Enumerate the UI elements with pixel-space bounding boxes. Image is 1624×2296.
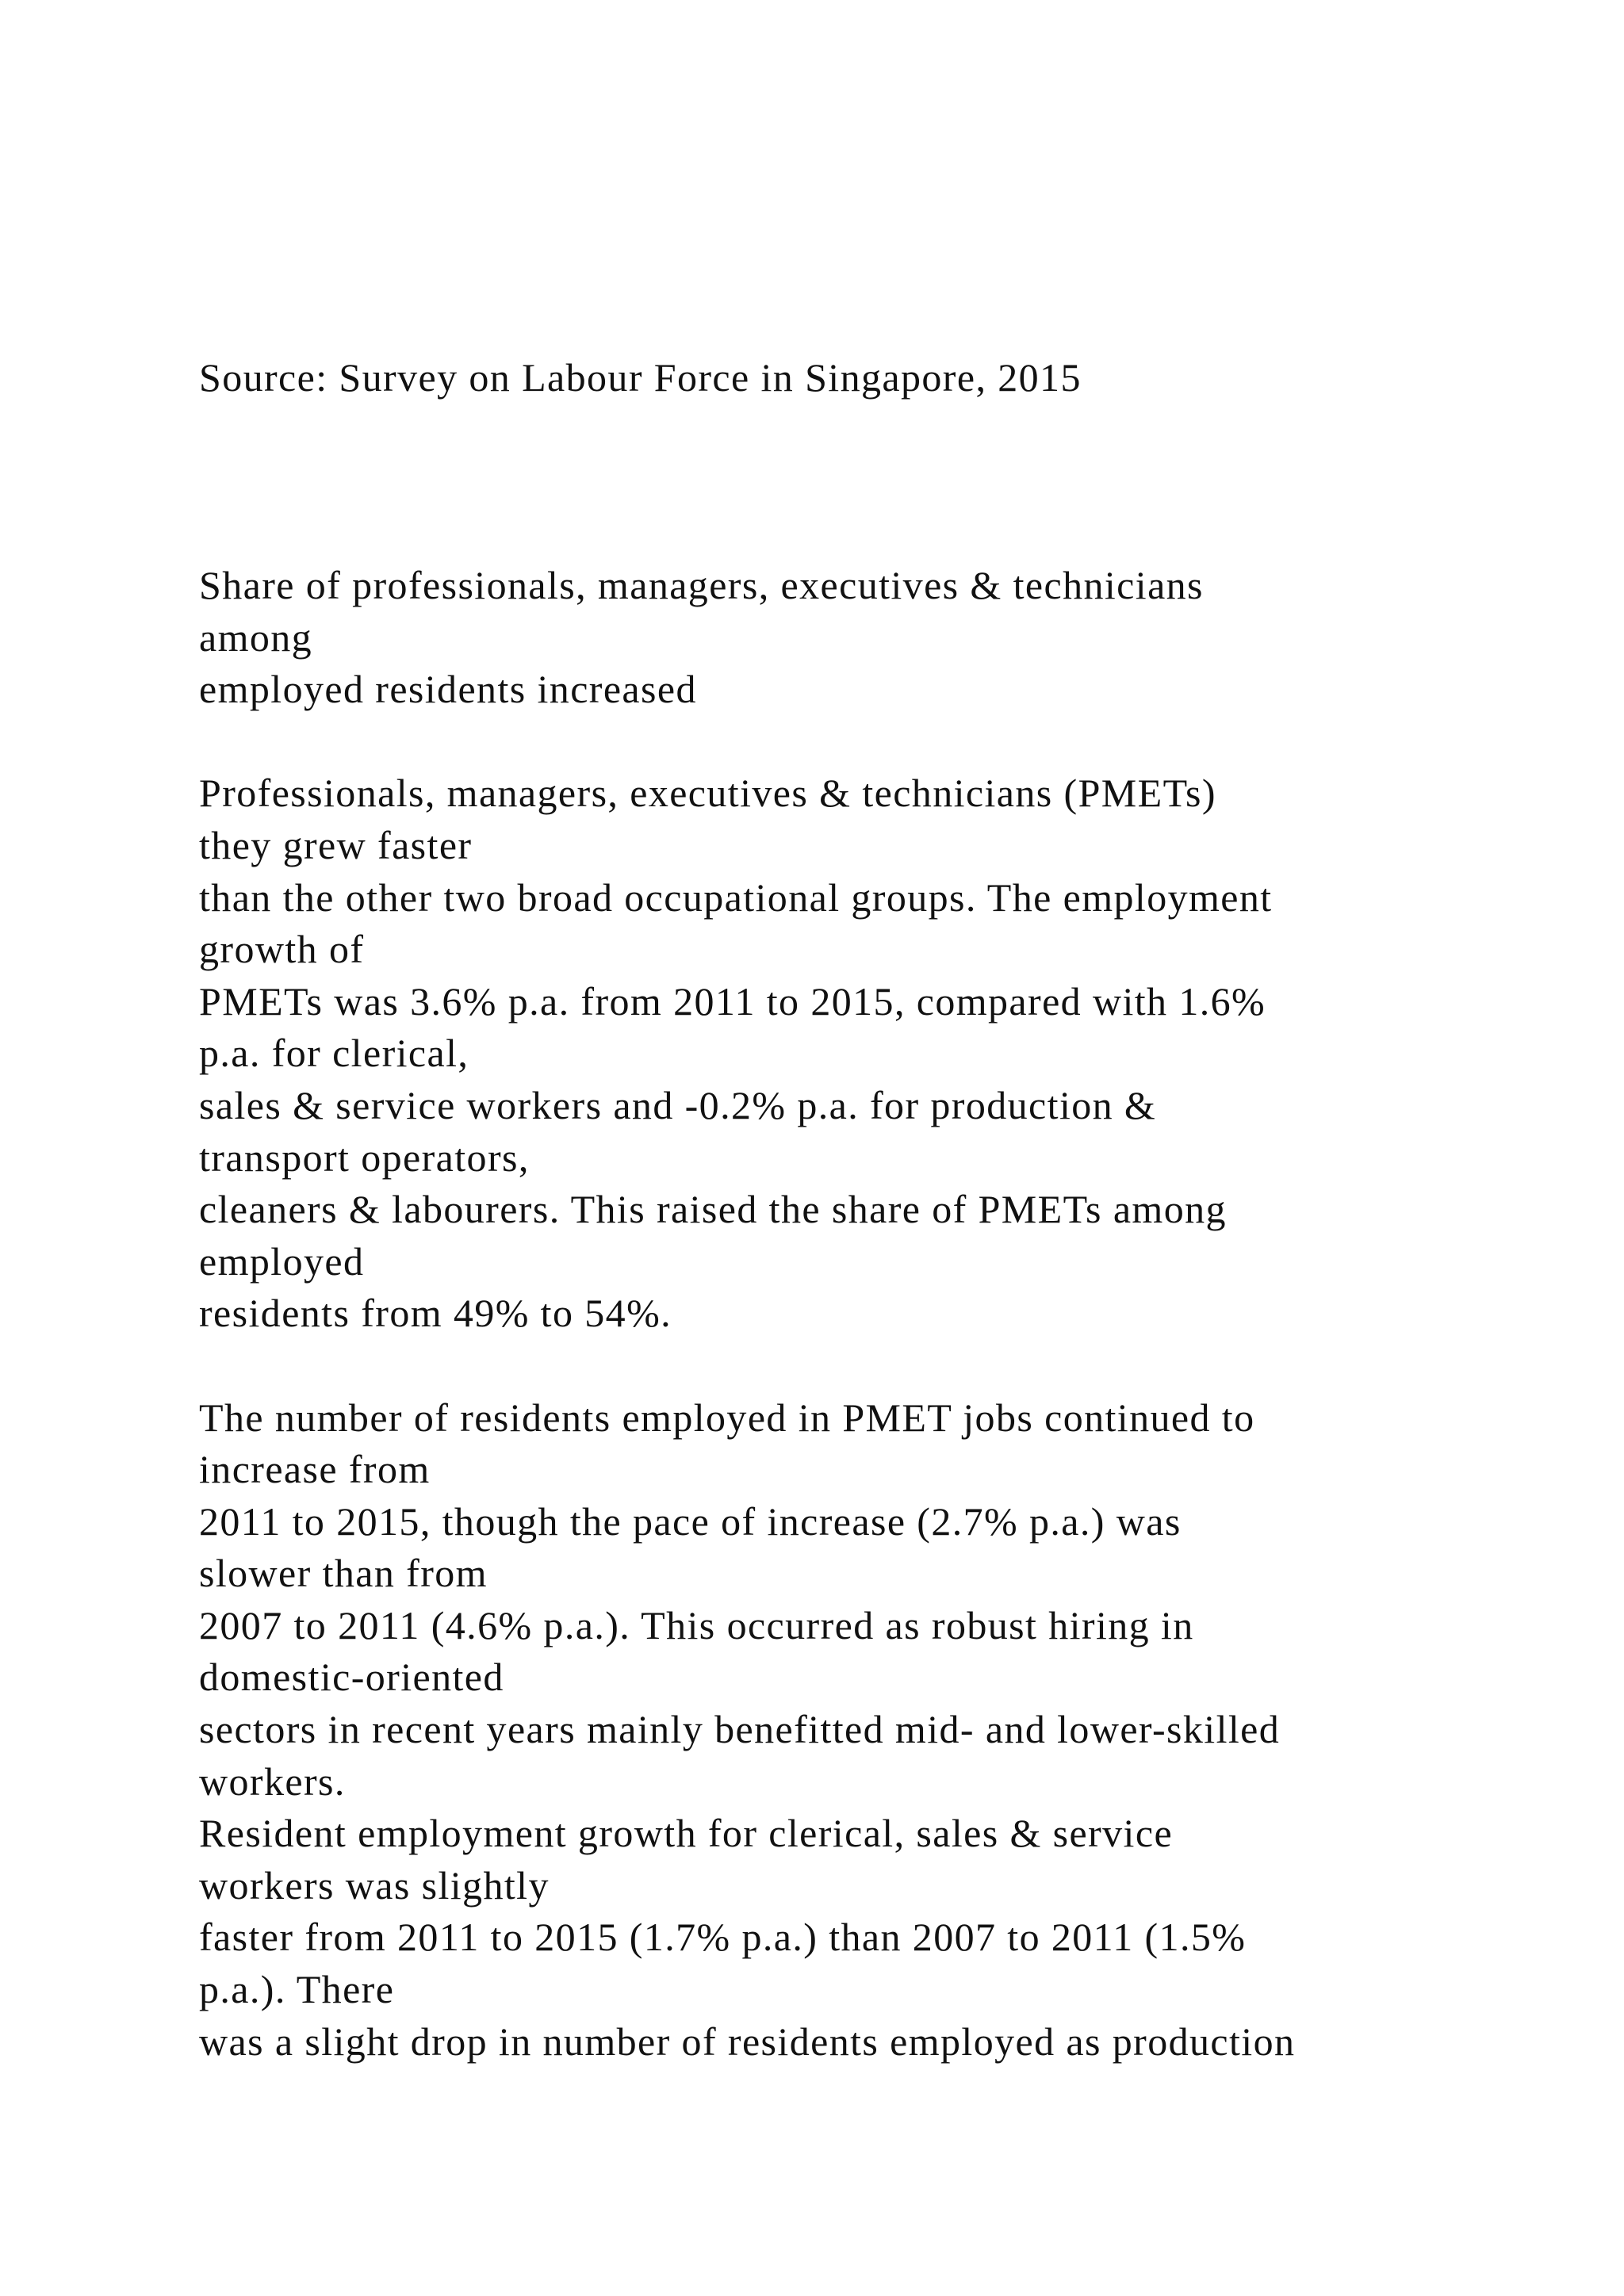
document-body — [199, 560, 1547, 2068]
text-line: 2007 to 2011 (4.6% p.a.). This occurred as robust hiring in — [199, 1602, 1194, 1647]
text-line: p.a. for clerical, — [199, 1031, 469, 1076]
text-line: was a slight drop in number of residents employed as production — [199, 2019, 1296, 2064]
text-line: residents from 49% to 54%. — [199, 1291, 672, 1336]
text-line: workers was slightly — [199, 1862, 550, 1908]
text-line: domestic-oriented — [199, 1655, 504, 1700]
text-line: transport operators, — [199, 1135, 530, 1180]
text-line: faster from 2011 to 2015 (1.7% p.a.) than 2007 to 2011 (1.5% — [199, 1915, 1247, 1960]
text-line: Professionals, managers, executives & technicians (PMETs) — [199, 771, 1216, 816]
text-line: slower than from — [199, 1551, 488, 1596]
source-citation — [199, 352, 1547, 404]
text-line: Share of professionals, managers, executives & technicians — [199, 563, 1204, 607]
text-line: cleaners & labourers. This raised the share of PMETs among — [199, 1187, 1227, 1232]
blank-line — [199, 1340, 1547, 1392]
text-line: PMETs was 3.6% p.a. from 2011 to 2015, compared with 1.6% — [199, 978, 1266, 1024]
text-line: growth of — [199, 927, 365, 972]
text-line: workers. — [199, 1758, 346, 1804]
text-line: employed residents increased — [199, 667, 697, 712]
text-line: than the other two broad occupational groups. The employment — [199, 874, 1273, 920]
text-line: employed — [199, 1238, 365, 1284]
text-line: 2011 to 2015, though the pace of increase (2.7% p.a.) was — [199, 1498, 1182, 1544]
source-line: Source: Survey on Labour Force in Singapore, 2015 — [199, 355, 1082, 400]
text-line: The number of residents employed in PMET jobs continued to — [199, 1395, 1255, 1440]
blank-line — [199, 716, 1547, 768]
text-line: sectors in recent years mainly benefitted mid- and lower-skilled — [199, 1707, 1281, 1752]
text-line: p.a.). There — [199, 1967, 395, 2012]
text-line: they grew faster — [199, 822, 473, 867]
text-line: among — [199, 614, 313, 660]
text-line: sales & service workers and -0.2% p.a. for production & — [199, 1082, 1157, 1127]
text-line: Resident employment growth for clerical, sales & service — [199, 1811, 1174, 1856]
text-line: increase from — [199, 1447, 431, 1492]
